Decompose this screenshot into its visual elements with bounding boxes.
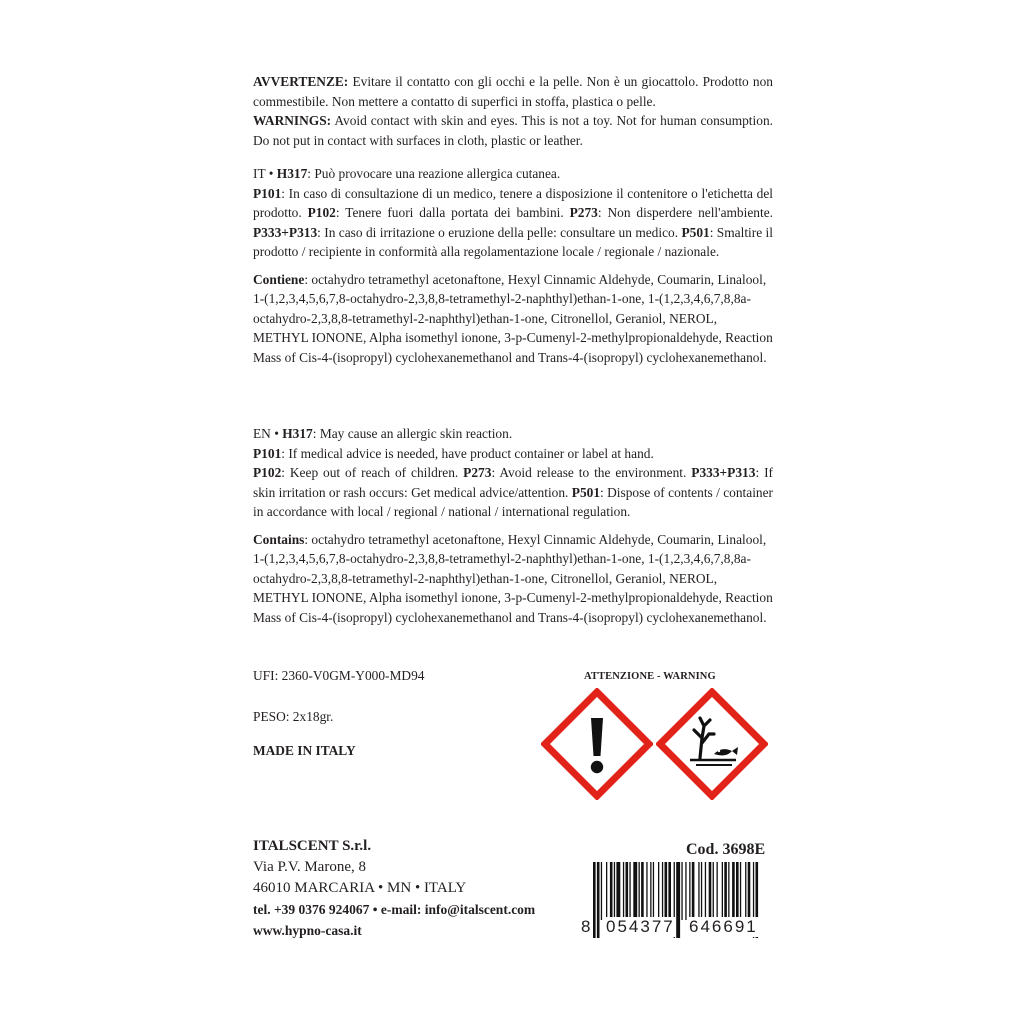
environment-hazard-icon (656, 688, 768, 800)
en-p501-code: P501 (571, 484, 601, 500)
en-precautions (253, 463, 773, 522)
en-h317 (253, 424, 773, 444)
en-p102-code: P102 (253, 465, 282, 480)
company-city: 46010 MARCARIA • MN • ITALY (253, 880, 467, 896)
it-p501-code: P501 (681, 224, 710, 240)
en-p102-text: : Keep out of reach of children. (281, 465, 464, 480)
barcode-left-digits: 054377 (606, 917, 675, 936)
it-contains-label: Contiene (253, 271, 305, 287)
company-name: ITALSCENT S.r.l. (253, 838, 372, 854)
it-p101-text: : In caso di consultazione di un medico, tenere a disposizione il contenitore o l'etichetta del prodotto. (253, 185, 773, 220)
warnings-it-text: Evitare il contatto con gli occhi e la pelle. Non è un giocattolo. Prodotto non commestibile. Non mettere a contatto di superfici in stoffa, plastica o pelle. (253, 74, 773, 109)
en-h317-code: H317 (282, 426, 313, 441)
company-street: Via P.V. Marone, 8 (253, 859, 366, 875)
warnings-it-label: AVVERTENZE: (253, 74, 349, 89)
barcode-right-digits: 646691 (689, 917, 758, 936)
it-h317 (253, 164, 773, 184)
en-p101-text: : If medical advice is needed, have product container or label at hand. (281, 445, 654, 461)
it-h317-code: H317 (276, 166, 308, 181)
it-prefix: IT • (253, 166, 277, 181)
barcode-first-digit: 8 (581, 917, 591, 936)
ufi-code: UFI: 2360-V0GM-Y000-MD94 (253, 668, 425, 683)
it-h317-text: : Può provocare una reazione allergica cutanea. (307, 166, 561, 181)
en-section (253, 424, 773, 627)
en-contains-text: : octahydro tetramethyl acetonaftone, Hexyl Cinnamic Aldehyde, Coumarin, Linalool, 1-(1,2,3,4,5,6,7,8-octahydro-2,3,8,8-tetramethyl-2-naphthyl)ethan-1-one, 1-(1,2,3,4,6,7,8,8a-octahydro-2,3,8,8-tetramethyl-2-naphthyl)ethan-1-one, Citronellol, Geraniol, NEROL, METHYL IONONE, Alpha isomethyl ionone, 3-p-Cumenyl-2-methylpropionaldehyde, Reaction Mass of Cis-4-(isopropyl) cyclohexanemethanol and Trans-4-(isopropyl) cyclohexanemethanol. (253, 531, 773, 625)
company-info (253, 836, 535, 941)
weight: PESO: 2x18gr. (253, 709, 334, 724)
it-p333-text: : In caso di irritazione o eruzione della pelle: consultare un medico. (317, 224, 682, 240)
en-h317-text: : May cause an allergic skin reaction. (312, 426, 513, 441)
warnings-section (253, 72, 773, 150)
warnings-it (253, 72, 773, 111)
en-p333-code: P333+P313 (691, 465, 756, 480)
it-p102-code: P102 (307, 205, 336, 220)
company-contact: tel. +39 0376 924067 • e-mail: info@italscent.com (253, 902, 536, 917)
it-p273-text: : Non disperdere nell'ambiente. (597, 205, 773, 220)
it-p501-text: : Smaltire il prodotto / recipiente in conformità alla regolamentazione locale / regionale / nazionale. (253, 224, 773, 259)
en-prefix: EN • (253, 426, 283, 441)
it-p333-code: P333+P313 (253, 224, 318, 240)
it-precautions (253, 184, 773, 262)
en-p501-text: : Dispose of contents / container in accordance with local / regional / national / international regulation. (253, 484, 774, 519)
product-code: Cod. 3698E (686, 841, 766, 858)
en-p273-text: : Avoid release to the environment. (491, 465, 692, 480)
en-contains (253, 530, 773, 628)
hazard-header: ATTENZIONE - WARNING (584, 671, 716, 682)
it-section (253, 164, 773, 367)
it-contains-text: : octahydro tetramethyl acetonaftone, Hexyl Cinnamic Aldehyde, Coumarin, Linalool, 1-(1,2,3,4,5,6,7,8-octahydro-2,3,8,8-tetramethyl-2-naphthyl)ethan-1-one, 1-(1,2,3,4,6,7,8,8a-octahydro-2,3,8,8-tetramethyl-2-naphthyl)ethan-1-one, Citronellol, Geraniol, NEROL, METHYL IONONE, Alpha isomethyl ionone, 3-p-Cumenyl-2-methylpropionaldehyde, Reaction Mass of Cis-4-(isopropyl) cyclohexanemethanol and Trans-4-(isopropyl) cyclohexanemethanol. (253, 271, 773, 365)
en-p101 (253, 444, 773, 464)
en-contains-label: Contains (253, 531, 305, 547)
warnings-en-label: WARNINGS: (253, 113, 332, 128)
en-p273-code: P273 (463, 465, 492, 480)
en-p333-text: : If skin irritation or rash occurs: Get medical advice/attention. (253, 465, 773, 500)
it-p273-code: P273 (569, 205, 598, 220)
exclamation-mark-icon (541, 688, 653, 800)
it-contains (253, 270, 773, 368)
en-p101-code: P101 (253, 445, 282, 461)
made-in-italy: MADE IN ITALY (253, 743, 356, 758)
it-p102-text: : Tenere fuori dalla portata dei bambini. (335, 205, 570, 220)
warnings-en-text: Avoid contact with skin and eyes. This is not a toy. Not for human consumption. Do not put in contact with surfaces in cloth, plastic or leather. (253, 113, 773, 148)
warnings-en (253, 111, 773, 150)
company-website: www.hypno-casa.it (253, 923, 362, 938)
it-p101-code: P101 (253, 185, 282, 201)
